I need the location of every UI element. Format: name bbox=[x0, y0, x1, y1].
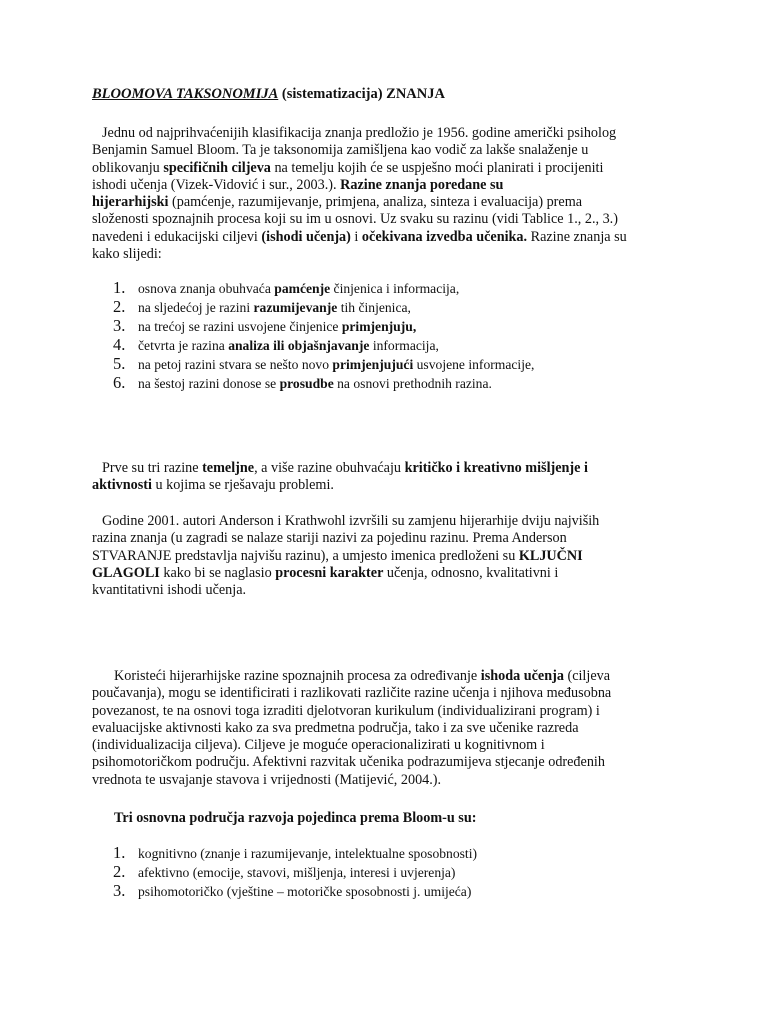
paragraph-anderson bbox=[92, 513, 692, 599]
text-line: Prve su tri razine temeljne, a više razine obuhvaćaju kritičko i kreativno mišljenje i bbox=[102, 460, 588, 476]
text-line: Koristeći hijerarhijske razine spoznajnih procesa za određivanje ishoda učenja (ciljeva bbox=[114, 668, 611, 684]
title-main: BLOOMOVA TAKSONOMIJA bbox=[92, 86, 279, 102]
text-line: složenosti spoznajnih procesa koji su im u osnovi. Uz svaku su razinu (vidi Tablice 1., 2., 3.) bbox=[92, 211, 618, 228]
list-item: 1. osnova znanja obuhvaća pamćenje činjenica i informacija, bbox=[113, 278, 460, 297]
text-line: poučavanja), mogu se identificirati i razlikovati različite razine učenja i njihova međusobna bbox=[92, 685, 612, 702]
list-item: 6. na šestoj razini donose se prosudbe na osnovi prethodnih razina. bbox=[113, 373, 492, 392]
text-line: razina znanja (u zagradi se nalaze stariji nazivi za pojedinu razinu. Prema Anderson bbox=[92, 530, 567, 547]
development-areas-list bbox=[113, 843, 477, 900]
text-line: aktivnosti u kojima se rješavaju problemi. bbox=[92, 477, 334, 494]
text-line: povezanost, te na osnovi toga izraditi djelotvoran kurikulum (individualizirani program) i bbox=[92, 702, 600, 719]
list-item: 3. na trećoj se razini usvojene činjenice primjenjuju, bbox=[113, 316, 417, 335]
list-item: 3. psihomotoričko (vještine – motoričke sposobnosti j. umijeća) bbox=[113, 881, 472, 900]
list-item: 2. afektivno (emocije, stavovi, mišljenja, interesi i uvjerenja) bbox=[113, 862, 456, 881]
paragraph-learning-outcomes bbox=[92, 668, 692, 789]
text-line: vrednota te usvajanje stavova i vrijednosti (Matijević, 2004.). bbox=[92, 771, 442, 788]
title-suffix: (sistematizacija) ZNANJA bbox=[278, 86, 445, 102]
text-line: kvantitativni ishodi učenja. bbox=[92, 582, 247, 599]
text-line: kako slijedi: bbox=[92, 246, 162, 263]
paragraph-basic-levels bbox=[92, 460, 692, 495]
text-line: evaluacijske aktivnosti kako za sva predmetna područja, tako i za sve učenike razreda bbox=[92, 719, 579, 736]
knowledge-levels-list bbox=[113, 278, 534, 392]
list-item: 5. na petoj razini stvara se nešto novo primjenjujući usvojene informacije, bbox=[113, 354, 535, 373]
text-line: (individualizacija ciljeva). Ciljeve je moguće operacionalizirati u kognitivnom i bbox=[92, 737, 545, 754]
text-line: ishodi učenja (Vizek-Vidović i sur., 2003.). Razine znanja poredane su bbox=[92, 176, 504, 193]
text-line: hijerarhijski (pamćenje, razumijevanje, primjena, analiza, sinteza i evaluacija) prema bbox=[92, 194, 583, 211]
text-line: Godine 2001. autori Anderson i Krathwohl izvršili su zamjenu hijerarhije dviju najviših bbox=[102, 513, 600, 529]
text-line: psihomotoričkom području. Afektivni razvitak učenika podrazumijeva stjecanje određenih bbox=[92, 754, 605, 771]
section-subheading: Tri osnovna područja razvoja pojedinca prema Bloom-u su: bbox=[114, 810, 477, 826]
text-line: Jednu od najprihvaćenijih klasifikacija znanja predložio je 1956. godine američki psiholog bbox=[102, 125, 617, 141]
list-item: 4. četvrta je razina analiza ili objašnjavanje informacija, bbox=[113, 335, 439, 354]
text-line: GLAGOLI kako bi se naglasio procesni karakter učenja, odnosno, kvalitativni i bbox=[92, 564, 559, 581]
list-item: 2. na sljedećoj je razini razumijevanje tih činjenica, bbox=[113, 297, 411, 316]
text-line: Benjamin Samuel Bloom. Ta je taksonomija zamišljena kao vodič za lakše snalaženje u bbox=[92, 142, 589, 159]
text-line: oblikovanju specifičnih ciljeva na temelju kojih će se uspješno moći planirati i procijeniti bbox=[92, 159, 604, 176]
text-line: STVARANJE predstavlja najvišu razinu), a umjesto imenica predloženi su KLJUČNI bbox=[92, 547, 583, 564]
paragraph-intro bbox=[92, 125, 692, 263]
document-title bbox=[92, 86, 445, 103]
list-item: 1. kognitivno (znanje i razumijevanje, intelektualne sposobnosti) bbox=[113, 843, 478, 862]
text-line: navedeni i edukacijski ciljevi (ishodi učenja) i očekivana izvedba učenika. Razine znanja su bbox=[92, 228, 627, 245]
